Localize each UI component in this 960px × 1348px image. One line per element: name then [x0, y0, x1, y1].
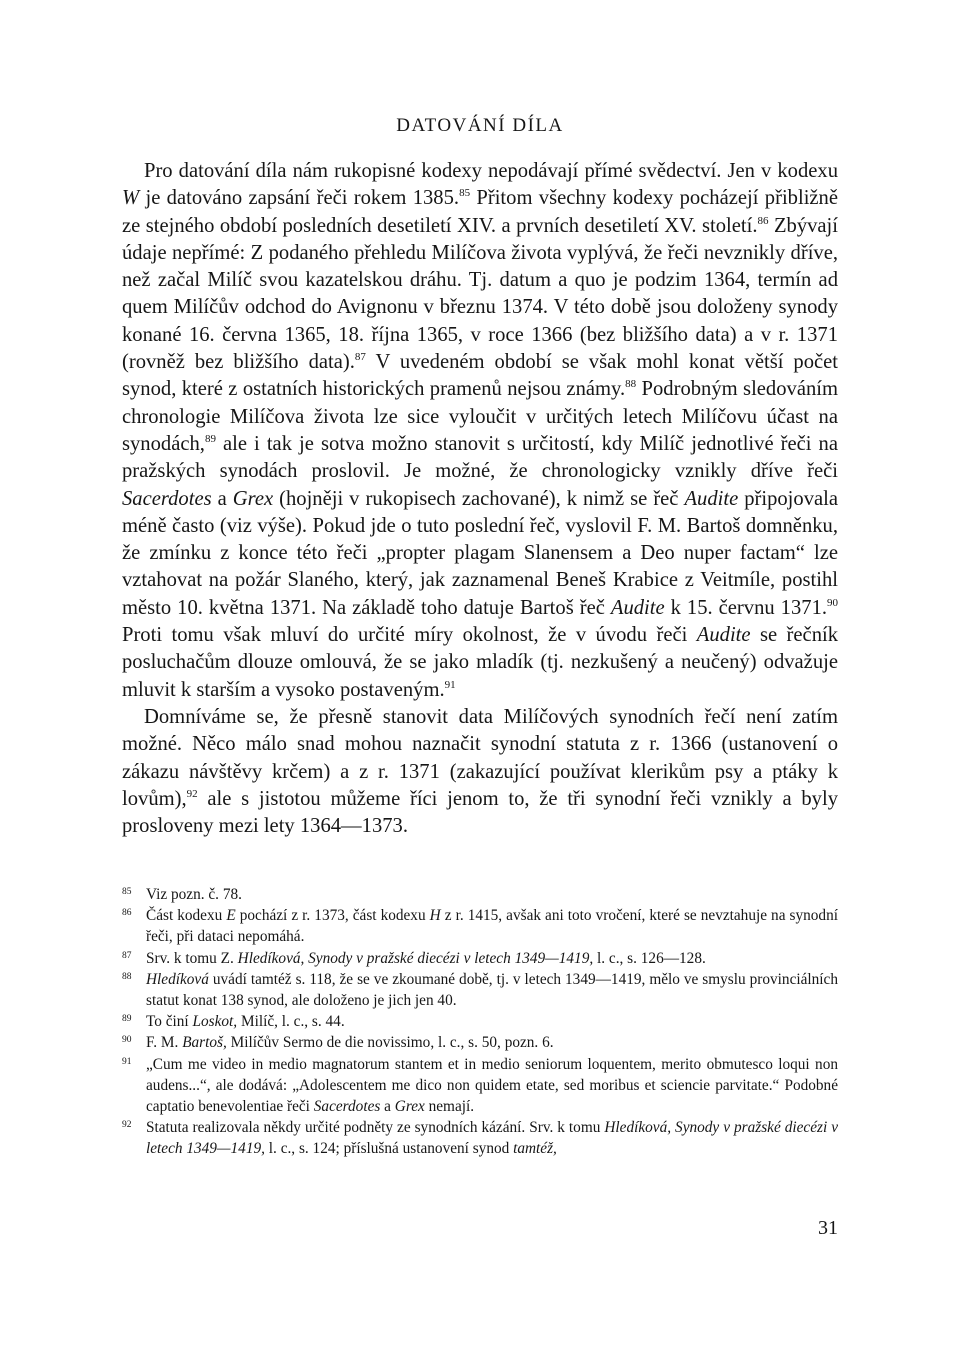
footnote-text [146, 1117, 838, 1159]
text-run-italic: Sacerdotes [313, 1098, 381, 1116]
text-run: nemají. [424, 1098, 475, 1116]
text-run: k 15. červnu 1371. [664, 596, 828, 619]
page-number: 31 [818, 1217, 838, 1239]
text-run: „Cum me video in medio magnatorum stantem et in medio seniorum loquentem, merito obmutesco loqui non audens...“, ale dodává: „Adolescentem me dico non quidem etate, sed moribus et sciencie parvitate.“ Podobné captatio benevolentiae řeči [146, 1055, 838, 1116]
text-run-italic: Audite [684, 487, 739, 510]
footnote-number: 88 [122, 971, 132, 982]
text-run: Část kodexu [146, 907, 227, 925]
text-run: Viz pozn. č. 78. [146, 886, 242, 903]
text-run: a [211, 487, 233, 510]
footnote-92 [122, 1117, 838, 1159]
footnote-91 [122, 1054, 838, 1118]
text-run-italic: H [429, 907, 441, 925]
paragraph-1 [122, 158, 838, 704]
text-run: l. c., s. 126—128. [593, 949, 706, 967]
text-run: Milíčův Sermo de die novissimo, l. c., s. 50, pozn. 6. [226, 1034, 554, 1052]
text-run: l. c., s. 124; příslušná ustanovení synod [264, 1140, 514, 1158]
text-run: ale s jistotou můžeme říci jenom to, že tři synodní řeči vznikly a byly prosloveny mezi lety 1364—1373. [122, 787, 838, 838]
text-run: a [380, 1098, 395, 1116]
text-run-italic: Bartoš, [182, 1034, 227, 1052]
footnote-text [146, 969, 838, 1011]
footnote-number: 89 [122, 1014, 132, 1025]
paragraph-2 [122, 704, 838, 840]
text-run: Statuta realizovala někdy určité podněty ze synodních kázání. Srv. k tomu [146, 1119, 605, 1137]
footnote-ref-90[interactable]: 90 [827, 596, 839, 609]
footnote-90 [122, 1032, 838, 1053]
footnote-ref-89[interactable]: 89 [204, 432, 216, 445]
text-run-italic: Sacerdotes [122, 487, 212, 510]
text-run-italic: Loskot, [192, 1013, 238, 1031]
text-run: F. M. [146, 1034, 183, 1052]
text-run: (hojněji v rukopisech zachované), k nimž se řeč [273, 487, 685, 510]
text-run: připojovala méně často (viz výše). Pokud jde o tuto poslední řeč, vyslovil F. M. Bartoš domněnku, že zmínku z konce této řeči „propter plagam Slanensem a Deo nuper factam“ lze vztahovat na požár Slaného, který, jak zaznamenal Beneš Krabice z Veitmíle, postihl město 10. května 1371. Na základě toho datuje Bartoš řeč [122, 487, 838, 619]
text-run-italic: Hledíková, Synody v pražské diecézi v letech 1349—1419, [237, 949, 594, 967]
text-run: Podrobným sledováním chronologie Milíčova života lze sice vyloučit v určitých letech Milíčovu účast na synodách, [122, 378, 838, 455]
footnote-number: 85 [122, 887, 132, 897]
footnote-text [146, 905, 838, 947]
footnote-number: 86 [122, 908, 132, 919]
text-run: V uvedeném období se však mohl konat větší počet synod, které z ostatních historických pramenů nejsou známy. [122, 351, 838, 401]
footnote-87 [122, 948, 838, 969]
text-run: je datováno zapsání řeči rokem 1385. [139, 187, 460, 210]
text-run: Pro datování díla nám rukopisné kodexy nepodávají přímé svědectví. Jen v kodexu [144, 160, 838, 182]
footnote-89 [122, 1011, 838, 1032]
text-run: Domníváme se, že přesně stanovit data Milíčových synodních řečí není zatím možné. Něco málo snad mohou naznačit synodní statuta z r. 1366 (ustanovení o zákazu návštěvy krčem) a z r. 1371 (zakazující používat klerikům psy a ptáky k lovům), [122, 705, 838, 810]
text-run: se řečník posluchačům dlouze omlouvá, že se jako mladík (tj. nezkušený a neučený) odvažuje mluvit k starším a vysoko postaveným. [122, 624, 839, 701]
text-run-italic: E [226, 907, 236, 925]
text-run: Proti tomu však mluví do určité míry okolnost, že v úvodu řeči [122, 624, 697, 647]
footnote-text [146, 884, 838, 905]
text-run-italic: Grex [394, 1098, 425, 1116]
footnote-text [146, 1011, 838, 1032]
text-run: To činí [146, 1013, 193, 1031]
text-run: Zbývají údaje nepřímé: Z podaného přehledu Milíčova života vyplývá, že řeči nevznikly dříve, než začal Milíč svou kazatelskou dráhu. Tj. datum a quo je podzim 1364, termín ad quem Milíčův odchod do Avignonu v březnu 1374. V této době jsou doloženy synody konané 16. června 1365, 18. října 1365, v roce 1366 (bez bližšího data) a v r. 1371 (rovněž bez bližšího data). [122, 214, 838, 374]
text-run-italic: Hledíková, Synody v pražské diecézi v letech 1349—1419, [146, 1119, 838, 1158]
footnote-ref-87[interactable]: 87 [354, 351, 366, 364]
text-run-italic: W [122, 187, 140, 210]
footnote-text [146, 1054, 838, 1118]
text-run-italic: tamtéž, [513, 1140, 557, 1158]
footnote-text [146, 1032, 838, 1053]
footnote-number: 90 [122, 1035, 132, 1046]
body-text [122, 158, 838, 840]
footnote-number: 87 [122, 950, 132, 961]
text-run: Srv. k tomu Z. [146, 949, 238, 967]
section-title: DATOVÁNÍ DÍLA [396, 115, 564, 136]
text-run: pochází z r. 1373, část kodexu [235, 907, 430, 925]
footnote-ref-88[interactable]: 88 [625, 378, 637, 391]
text-run-italic: Audite [696, 624, 751, 647]
footnote-number: 92 [122, 1120, 132, 1131]
text-run: Milíč, l. c., s. 44. [237, 1013, 345, 1031]
text-run: uvádí tamtéž s. 118, že se ve zkoumané době, tj. v letech 1349—1419, mělo ve smyslu provinciálních statut konat 138 synod, ale doloženo je jich jen 40. [146, 970, 838, 1010]
footnote-text [146, 948, 838, 969]
footnotes [122, 884, 838, 1160]
footnote-ref-91[interactable]: 91 [444, 678, 456, 691]
text-run: Přitom všechny kodexy pocházejí přibližně ze stejného období posledních desetiletí XIV. a prvních desetiletí XV. století. [122, 187, 838, 237]
footnote-86 [122, 905, 838, 947]
footnote-ref-86[interactable]: 86 [757, 214, 769, 227]
footnote-number: 91 [122, 1056, 132, 1067]
text-run-italic: Hledíková [146, 970, 209, 988]
text-run-italic: Grex [232, 487, 274, 510]
text-run: ale i tak je sotva možno stanovit s určitostí, kdy Milíč jednotlivé řeči na pražských synodách proslovil. Je možné, že chronologicky vznikly dříve řeči [122, 432, 838, 483]
footnote-ref-92[interactable]: 92 [186, 787, 198, 800]
text-run: z r. 1415, avšak ani toto vročení, které se nevztahuje na synodní řeči, při dataci nepomáhá. [146, 907, 838, 946]
footnote-88 [122, 969, 838, 1011]
footnote-ref-85[interactable]: 85 [459, 187, 471, 200]
text-run-italic: Audite [610, 596, 665, 619]
footnote-85 [122, 884, 838, 905]
